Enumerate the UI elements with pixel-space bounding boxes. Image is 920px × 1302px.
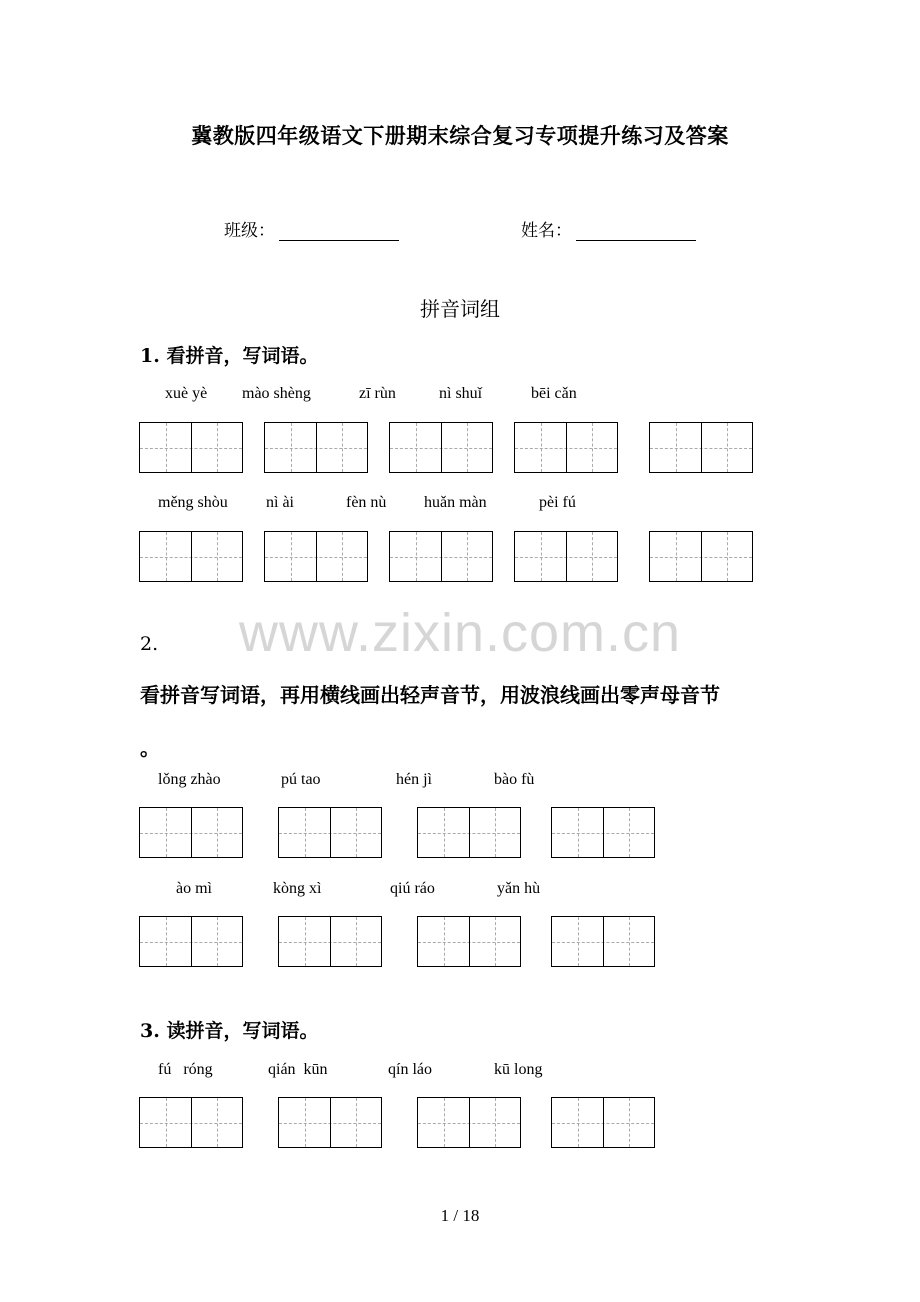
writing-grid[interactable] [417,916,521,967]
pinyin-label: bēi cǎn [531,385,577,402]
pinyin-label: kòng xì [273,880,322,897]
question-1-heading: 1. 看拼音，写词语。 [140,345,319,367]
writing-grid[interactable] [417,807,521,858]
writing-grid[interactable] [389,531,493,582]
pinyin-label: mào shèng [242,385,311,402]
writing-grid[interactable] [514,531,618,582]
writing-grid[interactable] [417,1097,521,1148]
writing-grid[interactable] [278,807,382,858]
pinyin-label: hén jì [396,771,432,788]
writing-grid[interactable] [649,531,753,582]
pinyin-label: nì shuǐ [439,385,483,402]
page-number: 1 / 18 [440,1206,480,1225]
section-title: 拼音词组 [420,297,500,321]
question-2-instruction: 看拼音写词语，再用横线画出轻声音节，用波浪线画出零声母音节 [140,683,720,707]
pinyin-label: lǒng zhào [158,771,221,788]
pinyin-label: ào mì [176,880,212,897]
writing-grid[interactable] [278,1097,382,1148]
name-field [521,216,696,241]
pinyin-label: nì ài [266,494,294,511]
pinyin-label: pèi fú [539,494,576,511]
pinyin-label: zī rùn [359,385,396,402]
pinyin-label: fèn nù [346,494,387,511]
writing-grid[interactable] [139,422,243,473]
class-field [224,216,399,241]
class-blank[interactable] [279,226,399,241]
pinyin-label: měng shòu [158,494,228,511]
pinyin-label: qián kūn [268,1061,328,1078]
name-blank[interactable] [576,226,696,241]
pinyin-label: xuè yè [165,385,208,402]
pinyin-label: bào fù [494,771,535,788]
pinyin-label: huǎn màn [424,494,487,511]
writing-grid[interactable] [551,1097,655,1148]
writing-grid[interactable] [278,916,382,967]
pinyin-label: qiú ráo [390,880,435,897]
writing-grid[interactable] [139,1097,243,1148]
question-3-heading: 3. 读拼音，写词语。 [140,1020,319,1042]
watermark: www.zixin.com.cn [238,603,682,663]
writing-grid[interactable] [514,422,618,473]
writing-grid[interactable] [139,531,243,582]
name-label: 姓名： [521,221,572,241]
question-2-number: 2. [140,633,159,655]
writing-grid[interactable] [139,807,243,858]
writing-grid[interactable] [389,422,493,473]
writing-grid[interactable] [649,422,753,473]
document-title: 冀教版四年级语文下册期末综合复习专项提升练习及答案 [191,123,729,148]
question-2-instruction-end: 。 [140,736,160,760]
pinyin-label: kū long [494,1061,543,1078]
class-label: 班级： [224,221,275,241]
pinyin-label: pú tao [281,771,321,788]
writing-grid[interactable] [264,531,368,582]
writing-grid[interactable] [264,422,368,473]
writing-grid[interactable] [551,916,655,967]
writing-grid[interactable] [139,916,243,967]
pinyin-label: qín láo [388,1061,432,1078]
pinyin-label: fú róng [158,1061,213,1078]
writing-grid[interactable] [551,807,655,858]
pinyin-label: yǎn hù [497,880,541,897]
